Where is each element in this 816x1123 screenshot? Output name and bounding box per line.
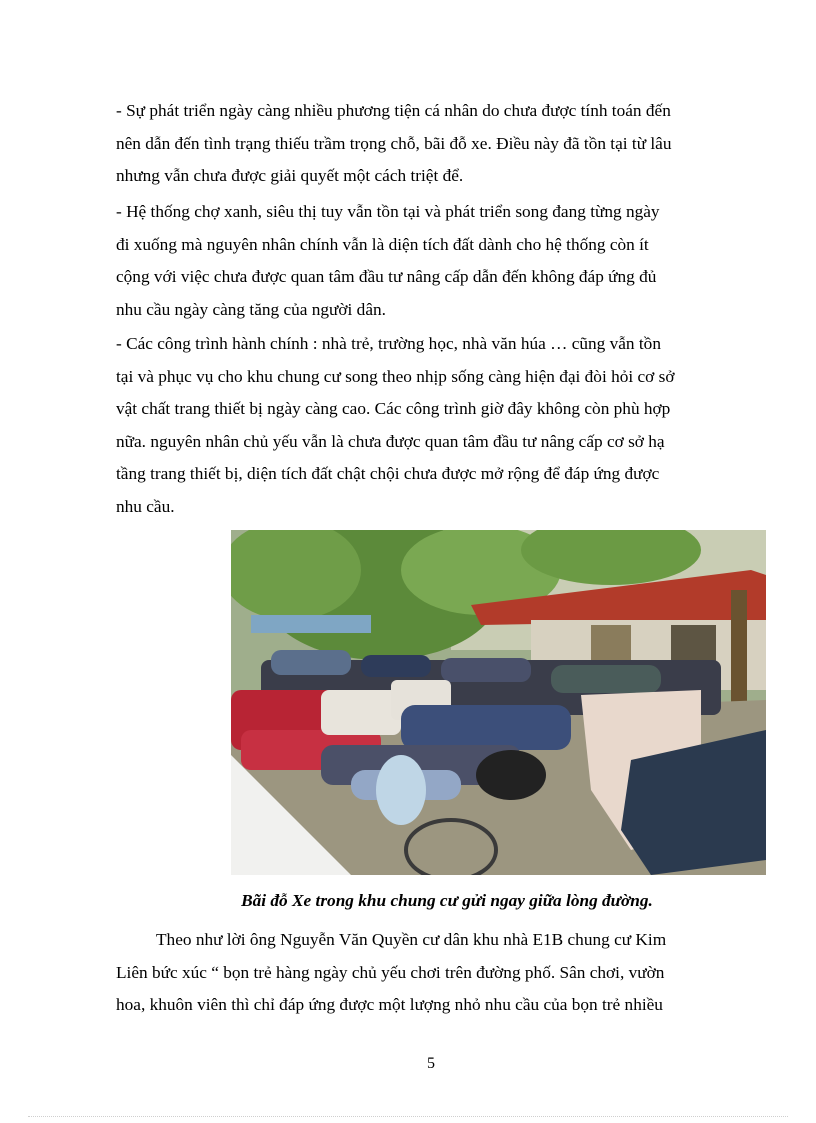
text-line: nên dẫn đến tình trạng thiếu trầm trọng chỗ, bãi đỗ xe. Điều này đã tồn tại từ lâu [116,133,672,153]
text-line: nhu cầu ngày càng tăng của người dân. [116,299,386,319]
text-line: - Các công trình hành chính : nhà trẻ, trường học, nhà văn húa … cũng vẫn tồn [116,334,661,353]
footer-divider [28,1116,788,1117]
text-line: cộng với việc chưa được quan tâm đầu tư nâng cấp dẫn đến không đáp ứng đủ [116,267,657,287]
text-line: nhưng vẫn chưa được giải quyết một cách triệt để. [116,166,464,186]
paragraph-public-works [116,328,740,524]
text-line: - Hệ thống chợ xanh, siêu thị tuy vẫn tồn tại và phát triển song đang từng ngày [116,202,660,221]
text-line: nhu cầu. [116,496,175,516]
text-line: Theo như lời ông Nguyễn Văn Quyền cư dân khu nhà E1B chung cư Kim [156,930,667,949]
paragraph-resident-quote [116,924,740,1022]
figure-caption: Bãi đỗ Xe trong khu chung cư gửi ngay giữa lòng đường. [241,891,653,910]
parking-lot-photo [231,530,766,875]
text-line: tại và phục vụ cho khu chung cư song theo nhịp sống càng hiện đại đòi hỏi cơ sở [116,366,675,386]
text-line: Liên bức xúc “ bọn trẻ hàng ngày chủ yếu chơi trên đường phố. Sân chơi, vườn [116,962,665,982]
page-number: 5 [427,1055,435,1072]
text-line: vật chất trang thiết bị ngày càng cao. Các công trình giờ đây không còn phù hợp [116,399,671,419]
text-line: - Sự phát triển ngày càng nhiều phương tiện cá nhân do chưa được tính toán đến [116,101,671,120]
text-line: đi xuống mà nguyên nhân chính vẫn là diện tích đất dành cho hệ thống còn ít [116,234,649,254]
paragraph-parking [116,95,740,193]
text-line: tầng trang thiết bị, diện tích đất chật chội chưa được mở rộng để đáp ứng được [116,464,660,484]
text-line: nữa. nguyên nhân chủ yếu vẫn là chưa được quan tâm đầu tư nâng cấp cơ sở hạ [116,431,665,451]
text-line: hoa, khuôn viên thì chỉ đáp ứng được một lượng nhỏ nhu cầu của bọn trẻ nhiều [116,995,663,1015]
paragraph-markets [116,196,740,326]
